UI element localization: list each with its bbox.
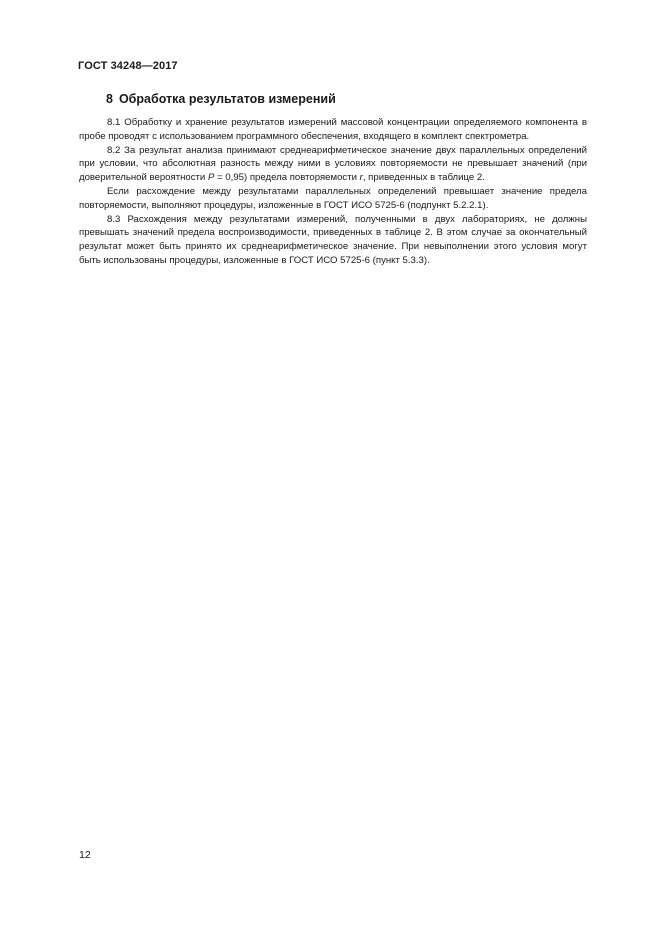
paragraph-8-2-text-c: , приведенных в таблице 2. bbox=[362, 172, 485, 184]
document-code: ГОСТ 34248—2017 bbox=[78, 60, 178, 72]
probability-symbol: P bbox=[207, 172, 215, 184]
section-body bbox=[79, 116, 587, 268]
section-number: 8 bbox=[106, 92, 113, 106]
paragraph-8-2-text-a: 8.2 За результат анализа принимают среднеарифметическое значение двух параллельных определений при условии, что абсолютная разность между ними в условиях повторяемости не превышает значений (при доверительной вероятности bbox=[79, 144, 587, 184]
paragraph-8-2-text-b: = 0,95) предела повторяемости bbox=[214, 172, 360, 184]
paragraph-8-2 bbox=[79, 144, 587, 185]
paragraph-8-3: 8.3 Расхождения между результатами измерений, полученными в двух лабораториях, не должны превышать значений предела воспроизводимости, приведенных в таблице 2. В этом случае за окончательный результат может быть принято их среднеарифметическое значение. При невыполнении этого условия могут быть использованы процедуры, изложенные в ГОСТ ИСО 5725-6 (пункт 5.3.3). bbox=[79, 213, 587, 266]
paragraph-8-2-continuation: Если расхождение между результатами параллельных определений превышает значение предела повторяемости, выполняют процедуры, изложенные в ГОСТ ИСО 5725-6 (подпункт 5.2.2.1). bbox=[79, 185, 587, 211]
section-title: Обработка результатов измерений bbox=[118, 92, 336, 106]
page-number: 12 bbox=[79, 849, 91, 861]
section-heading bbox=[106, 92, 336, 106]
repeatability-symbol: r bbox=[359, 172, 363, 184]
paragraph-8-1: 8.1 Обработку и хранение результатов измерений массовой концентрации определяемого компонента в пробе проводят с использованием программного обеспечения, входящего в комплект спектрометра. bbox=[79, 117, 587, 142]
